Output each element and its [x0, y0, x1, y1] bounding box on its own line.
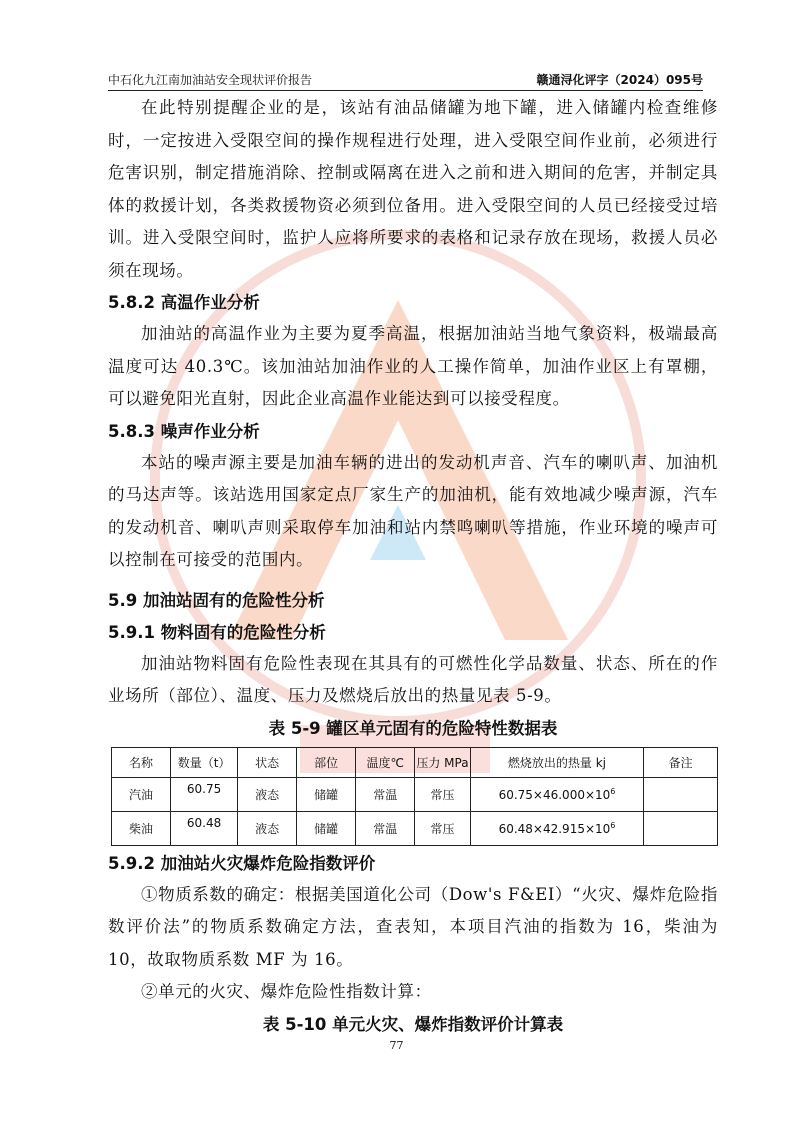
cell-location: 储罐 [297, 777, 356, 811]
heat-value: 60.75×46.000×10 [498, 787, 611, 802]
heat-exponent: 6 [610, 786, 616, 796]
header-left-title: 中石化九江南加油站安全现状评价报告 [108, 73, 313, 87]
col-header-name: 名称 [112, 747, 171, 777]
header-report-number: 赣通浔化评字（2024）095号 [536, 73, 703, 87]
cell-qty: 60.48 [170, 811, 237, 845]
page-number: 77 [389, 1039, 404, 1052]
cell-temperature: 常温 [356, 811, 415, 845]
heading-5-9-1: 5.9.1 物料固有的危险性分析 [108, 622, 326, 642]
table-row [112, 811, 718, 845]
cell-state: 液态 [238, 777, 297, 811]
page-header [108, 66, 703, 91]
table-5-10-caption: 表 5-10 单元火灾、爆炸指数评价计算表 [262, 1014, 564, 1034]
col-header-pressure: 压力 MPa [415, 747, 470, 777]
page-content [108, 92, 718, 1041]
cell-location: 储罐 [297, 811, 356, 845]
cell-heat [470, 811, 644, 845]
heat-value: 60.48×42.915×10 [498, 821, 611, 836]
heading-5-8-2: 5.8.2 高温作业分析 [108, 293, 260, 312]
paragraph-fire-explosion-index: ②单元的火灾、爆炸危险性指数计算： [141, 982, 432, 1001]
col-header-note: 备注 [644, 747, 718, 777]
cell-note [644, 777, 718, 811]
heading-5-9-2: 5.9.2 加油站火灾爆炸危险指数评价 [108, 853, 376, 873]
paragraph-5-8-2: 加油站的高温作业为主要为夏季高温，根据加油站当地气象资料，极端最高温度可达 40.3℃。该加油站加油作业的人工操作简单，加油作业区上有罩棚，可以避免阳光直射，因此企业高温作业能达到可以接受程度。 [108, 324, 718, 408]
cell-name: 柴油 [112, 811, 171, 845]
col-header-heat: 燃烧放出的热量 kj [470, 747, 644, 777]
intro-paragraph: 在此特别提醒企业的是，该站有油品储罐为地下罐，进入储罐内检查维修时，一定按进入受限空间的操作规程进行处理，进入受限空间作业前，必须进行危害识别，制定措施消除、控制或隔离在进入之前和进入期间的危害，并制定具体的救援计划，各类救援物资必须到位备用。进入受限空间的人员已经接受过培训。进入受限空间时，监护人应将所要求的表格和记录存放在现场，救援人员必须在现场。 [108, 98, 718, 280]
cell-state: 液态 [238, 811, 297, 845]
paragraph-5-8-3: 本站的噪声源主要是加油车辆的进出的发动机声音、汽车的喇叭声、加油机的马达声等。该站选用国家定点厂家生产的加油机，能有效地减少噪声源，汽车的发动机音、喇叭声则采取停车加油和站内禁鸣喇叭等措施，作业环境的噪声可以控制在可接受的范围内。 [108, 452, 718, 569]
col-header-state: 状态 [238, 747, 297, 777]
table-5-9-caption: 表 5-9 罐区单元固有的危险特性数据表 [268, 718, 558, 738]
cell-temperature: 常温 [356, 777, 415, 811]
heat-exponent: 6 [610, 820, 616, 830]
col-header-qty: 数量（t） [170, 747, 237, 777]
cell-note [644, 811, 718, 845]
cell-qty: 60.75 [170, 777, 237, 811]
paragraph-5-9-1: 加油站物料固有危险性表现在其具有的可燃性化学品数量、状态、所在的作业场所（部位）、温度、压力及燃烧后放出的热量见表 5-9。 [108, 653, 718, 705]
table-row [112, 777, 718, 811]
paragraph-material-factor: ①物质系数的确定：根据美国道化公司（Dow's F&EI）“火灾、爆炸危险指数评价法”的物质系数确定方法，查表知，本项目汽油的指数为 16，柴油为 10，故取物质系数 MF 为 16。 [108, 884, 718, 969]
heading-5-9: 5.9 加油站固有的危险性分析 [108, 590, 325, 610]
heading-5-8-3: 5.8.3 噪声作业分析 [108, 421, 260, 441]
cell-heat [470, 777, 644, 811]
cell-name: 汽油 [112, 777, 171, 811]
col-header-temperature: 温度℃ [356, 747, 415, 777]
col-header-location: 部位 [297, 747, 356, 777]
cell-pressure: 常压 [415, 777, 470, 811]
table-header-row [112, 747, 718, 777]
table-5-9 [111, 747, 718, 846]
cell-pressure: 常压 [415, 811, 470, 845]
